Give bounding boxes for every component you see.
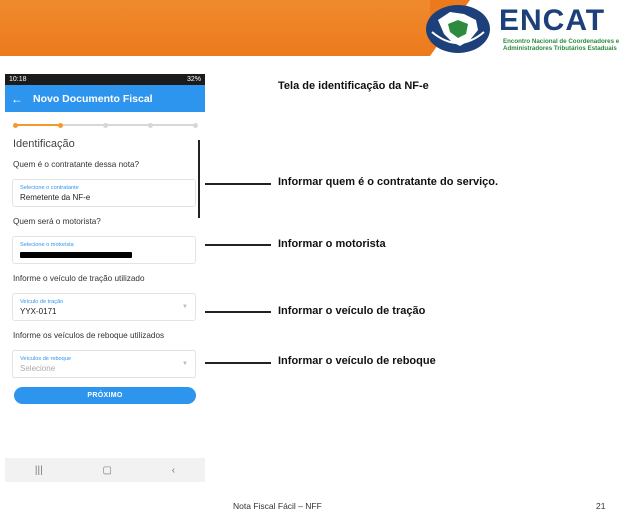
reboque-field-placeholder: Selecione	[20, 364, 56, 373]
stepper-progress-fill	[15, 124, 60, 126]
question-reboque: Informe os veículos de reboque utilizados	[13, 331, 165, 340]
reboque-field-label: Veículos de reboque	[20, 356, 72, 362]
note-motorista: Informar o motorista	[278, 238, 386, 250]
question-motorista: Quem será o motorista?	[13, 217, 101, 226]
note-reboque: Informar o veículo de reboque	[278, 355, 436, 367]
progress-stepper	[15, 124, 195, 126]
header-banner	[0, 0, 640, 56]
screen-caption: Tela de identificação da NF-e	[278, 80, 429, 92]
status-bar	[5, 74, 205, 85]
status-battery: 32%	[186, 76, 201, 83]
question-veiculo-tracao: Informe o veículo de tração utilizado	[13, 274, 145, 283]
connector-line-tracao	[205, 311, 271, 313]
brand-logo-text: ENCAT	[499, 4, 606, 37]
motorista-select[interactable]	[12, 236, 196, 264]
brand-subtitle-line1: Encontro Nacional de Coordenadores e	[503, 38, 620, 45]
bracket-line	[198, 140, 200, 218]
connector-line-motorista	[205, 244, 271, 246]
stepper-dot	[193, 123, 198, 128]
stepper-dot	[148, 123, 153, 128]
stepper-dot	[103, 123, 108, 128]
motorista-field-label: Selecione o motorista	[20, 242, 74, 248]
contratante-field-label: Selecione o contratante	[20, 185, 79, 191]
banner-orange-band	[0, 0, 430, 56]
app-bar-title: Novo Documento Fiscal	[33, 92, 153, 105]
status-time: 10:18	[9, 76, 27, 83]
note-tracao: Informar o veículo de tração	[278, 305, 426, 317]
reboque-select[interactable]	[12, 350, 196, 378]
stepper-dot	[13, 123, 18, 128]
veiculo-tracao-field-value: YYX-0171	[20, 307, 57, 316]
question-contratante: Quem é o contratante dessa nota?	[13, 160, 140, 169]
android-nav-bar	[5, 458, 205, 482]
home-icon[interactable]: ▢	[102, 464, 112, 476]
veiculo-tracao-select[interactable]	[12, 293, 196, 321]
brand-subtitle-line2: Administradores Tributários Estaduais	[503, 45, 617, 52]
chevron-down-icon: ▼	[182, 361, 188, 367]
veiculo-tracao-field-label: Veículo de tração	[20, 299, 64, 305]
phone-screenshot	[5, 74, 205, 482]
back-arrow-icon[interactable]: ←	[11, 91, 23, 106]
contratante-field-value: Remetente da NF-e	[20, 193, 91, 202]
page-number: 21	[596, 501, 606, 511]
stepper-dot	[58, 123, 63, 128]
note-contratante: Informar quem é o contratante do serviço.	[278, 176, 499, 188]
next-button[interactable]: PRÓXIMO	[14, 387, 196, 404]
contratante-select[interactable]	[12, 179, 196, 207]
redacted-motorista-value	[20, 252, 132, 258]
chevron-down-icon: ▼	[182, 304, 188, 310]
recent-apps-icon[interactable]: |||	[34, 464, 43, 476]
app-bar	[5, 85, 205, 112]
connector-line-reboque	[205, 362, 271, 364]
back-icon[interactable]: ‹	[171, 464, 176, 476]
brazil-globe-logo-icon	[424, 2, 492, 54]
section-title: Identificação	[13, 138, 75, 150]
footer-title: Nota Fiscal Fácil – NFF	[233, 501, 322, 511]
connector-line-contratante	[205, 183, 271, 185]
